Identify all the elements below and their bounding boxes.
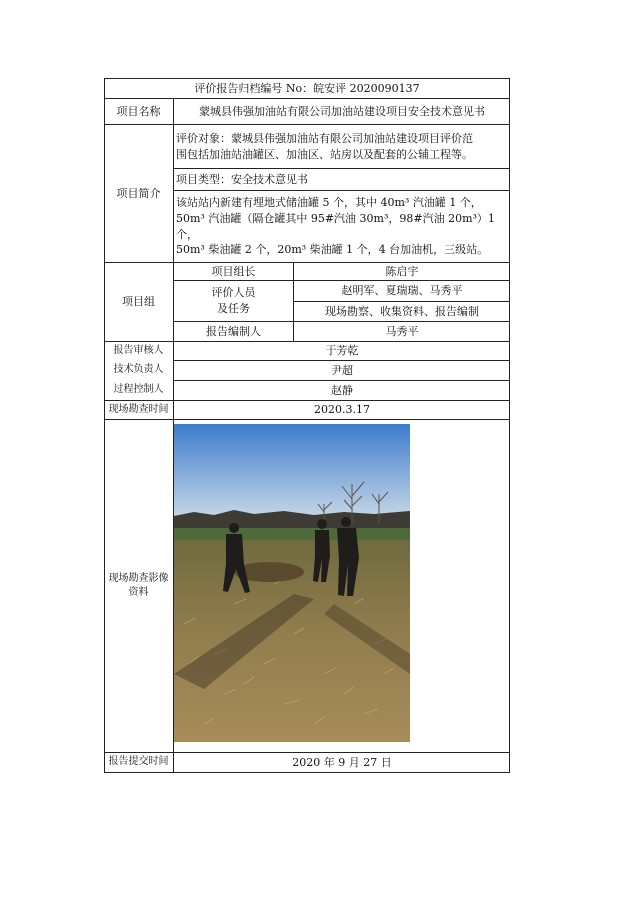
survey-photo-label-line: 现场勘查影像 <box>108 572 169 584</box>
survey-time-label: 现场勘查时间 <box>108 403 169 415</box>
station-description <box>174 191 510 262</box>
evaluation-scope-line: 评价对象：蒙城县伟强加油站有限公司加油站建设项目评价范 <box>176 131 473 145</box>
project-intro-label: 项目简介 <box>116 186 161 200</box>
submit-time-label: 报告提交时间 <box>108 756 169 768</box>
project-name-value: 蒙城县伟强加油站有限公司加油站建设项目安全技术意见书 <box>199 104 485 118</box>
survey-photo-label <box>104 420 173 752</box>
description-line: 50m³ 柴油罐 2 个，20m³ 柴油罐 1 个，4 台加油机，三级站。 <box>176 243 489 257</box>
survey-time-value: 2020.3.17 <box>314 403 370 417</box>
leader-value: 陈启宇 <box>385 264 419 278</box>
archive-number: 评价报告归档编号 No：皖安评 2020090137 <box>194 81 420 95</box>
tech-lead-label: 技术负责人 <box>113 364 164 376</box>
evaluators-label-line: 评价人员 <box>211 286 256 300</box>
tech-lead-value: 尹超 <box>331 363 353 377</box>
evaluation-form <box>104 78 510 773</box>
survey-photo-label-line: 资料 <box>128 587 149 598</box>
submit-date-value: 2020 年 9 月 27 日 <box>292 755 392 769</box>
process-control-label: 过程控制人 <box>113 384 164 396</box>
project-team-label: 项目组 <box>122 295 155 309</box>
tasks-value: 现场勘察、收集资料、报告编制 <box>325 304 479 318</box>
evaluation-scope <box>174 125 510 168</box>
description-line: 该站站内新建有埋地式储油罐 5 个，其中 40m³ 汽油罐 1 个， <box>176 195 482 209</box>
project-name-label: 项目名称 <box>116 104 161 118</box>
rule <box>104 772 510 773</box>
description-line: 50m³ 汽油罐（隔仓罐其中 95#汽油 30m³，98#汽油 20m³）1 个， <box>176 211 495 241</box>
compiler-label: 报告编制人 <box>206 324 261 338</box>
reviewer-label: 报告审核人 <box>113 344 164 356</box>
process-control-value: 赵静 <box>331 383 353 397</box>
project-type: 项目类型：安全技术意见书 <box>176 172 308 186</box>
evaluation-scope-line: 围包括加油站油罐区、加油区、站房以及配套的公辅工程等。 <box>176 147 473 161</box>
leader-label: 项目组长 <box>211 264 256 278</box>
evaluators-label-line: 及任务 <box>217 302 250 315</box>
evaluators-value: 赵明军、夏瑞瑞、马秀平 <box>341 284 463 298</box>
reviewer-value: 于芳乾 <box>325 344 359 358</box>
site-survey-photo <box>174 424 410 742</box>
evaluators-label <box>174 281 293 321</box>
compiler-value: 马秀平 <box>385 324 419 338</box>
